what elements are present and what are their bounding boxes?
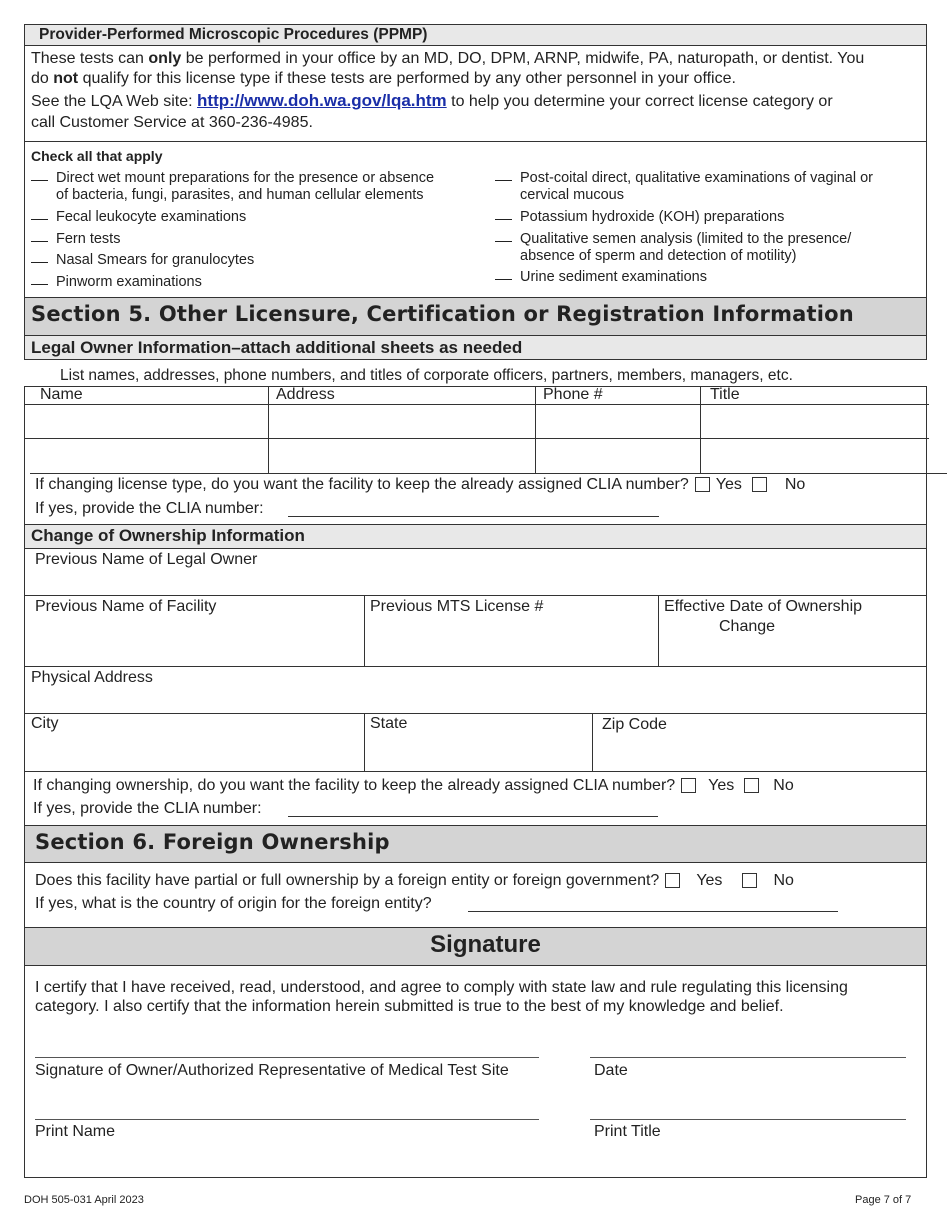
physical-address-label: Physical Address: [31, 669, 153, 686]
print-name-line[interactable]: [35, 1119, 539, 1120]
signature-line[interactable]: [35, 1057, 539, 1058]
ppmp-paragraph-line-4: call Customer Service at 360-236-4985.: [31, 114, 313, 131]
print-title-line[interactable]: [590, 1119, 906, 1120]
state-field[interactable]: [365, 735, 591, 771]
signature-label: Signature of Owner/Authorized Representative of Medical Test Site: [35, 1062, 509, 1079]
signature-title: Signature: [430, 931, 541, 958]
section5-title: Section 5. Other Licensure, Certification or Registration Information: [31, 302, 854, 326]
date-label: Date: [594, 1062, 628, 1079]
physical-address-field[interactable]: [24, 666, 927, 714]
prev-mts-field[interactable]: [365, 618, 657, 666]
eff-date-label-2: Change: [719, 618, 776, 635]
clia-number-field[interactable]: [288, 502, 659, 517]
col-title-header: Title: [710, 386, 740, 403]
checklist-left-item-1[interactable]: Direct wet mount preparations for the presence or absence of bacteria, fungi, parasites, and human cellular elements: [31, 170, 434, 204]
checklist-left-item-4[interactable]: Nasal Smears for granulocytes: [31, 252, 254, 269]
col-phone-header: Phone #: [543, 386, 603, 403]
legal-owner-title: Legal Owner Information–attach additional sheets as needed: [31, 338, 523, 357]
lqa-website-link[interactable]: http://www.doh.wa.gov/lqa.htm: [197, 91, 447, 110]
ownership-clia-provide-row: If yes, provide the CLIA number:: [33, 800, 262, 817]
owner-row-2[interactable]: [25, 439, 925, 472]
ownership-clia-question-row: If changing ownership, do you want the facility to keep the already assigned CLIA number? Yes No: [33, 777, 794, 794]
check-all-title: Check all that apply: [31, 148, 163, 164]
date-line[interactable]: [590, 1057, 906, 1058]
prev-mts-label: Previous MTS License #: [370, 598, 544, 615]
checklist-left-item-3[interactable]: Fern tests: [31, 231, 120, 248]
print-title-label: Print Title: [594, 1123, 661, 1140]
col-name-header: Name: [40, 386, 83, 403]
checklist-right-item-4[interactable]: Urine sediment examinations: [495, 269, 707, 286]
foreign-ownership-question-row: Does this facility have partial or full ownership by a foreign entity or foreign government? Yes No: [35, 872, 794, 889]
eff-date-label-1: Effective Date of Ownership: [664, 598, 863, 615]
legal-owner-instructions: List names, addresses, phone numbers, and titles of corporate officers, partners, members, managers, etc.: [60, 367, 793, 384]
ppmp-paragraph-line-2: do not qualify for this license type if these tests are performed by any other personnel in your office.: [31, 70, 736, 87]
checklist-right-item-3[interactable]: Qualitative semen analysis (limited to the presence/ absence of sperm and detection of motility): [495, 231, 851, 265]
page-number: Page 7 of 7: [855, 1194, 912, 1206]
certification-line-2: category. I also certify that the information herein submitted is true to the best of my knowledge and belief.: [35, 998, 784, 1015]
form-id: DOH 505-031 April 2023: [24, 1194, 144, 1206]
checklist-right-item-1[interactable]: Post-coital direct, qualitative examinations of vaginal or cervical mucous: [495, 170, 873, 204]
ppmp-title: Provider-Performed Microscopic Procedures (PPMP): [39, 26, 428, 43]
certification-line-1: I certify that I have received, read, understood, and agree to comply with state law and rule regulating this licensing: [35, 979, 848, 996]
prev-owner-label: Previous Name of Legal Owner: [35, 551, 258, 568]
foreign-country-field[interactable]: [468, 897, 838, 912]
clia-provide-row: If yes, provide the CLIA number:: [35, 500, 264, 517]
ownership-clia-yes-checkbox[interactable]: [681, 778, 696, 793]
foreign-yes-checkbox[interactable]: [665, 873, 680, 888]
col-address-header: Address: [276, 386, 335, 403]
clia-yes-checkbox[interactable]: [695, 477, 710, 492]
change-ownership-title: Change of Ownership Information: [31, 526, 305, 545]
checklist-left-item-5[interactable]: Pinworm examinations: [31, 274, 202, 291]
zip-field[interactable]: [593, 735, 925, 771]
clia-keep-question-row: If changing license type, do you want the facility to keep the already assigned CLIA number? Yes No: [35, 476, 806, 493]
city-field[interactable]: [25, 735, 363, 771]
city-label: City: [31, 715, 59, 732]
print-name-label: Print Name: [35, 1123, 116, 1140]
prev-facility-field[interactable]: [25, 618, 363, 666]
ppmp-paragraph-line-3: See the LQA Web site: http://www.doh.wa.gov/lqa.htm to help you determine your correct license category or: [31, 91, 833, 110]
owner-row-1[interactable]: [25, 405, 925, 437]
state-label: State: [370, 715, 408, 732]
checklist-right-item-2[interactable]: Potassium hydroxide (KOH) preparations: [495, 209, 784, 226]
clia-no-checkbox[interactable]: [752, 477, 767, 492]
checklist-left-item-2[interactable]: Fecal leukocyte examinations: [31, 209, 246, 226]
foreign-country-row: If yes, what is the country of origin for the foreign entity?: [35, 895, 432, 912]
ownership-clia-no-checkbox[interactable]: [744, 778, 759, 793]
ownership-clia-number-field[interactable]: [288, 802, 658, 817]
section6-title: Section 6. Foreign Ownership: [35, 830, 390, 854]
zip-label: Zip Code: [602, 716, 667, 733]
eff-date-field[interactable]: [659, 638, 925, 666]
foreign-no-checkbox[interactable]: [742, 873, 757, 888]
ppmp-paragraph-line-1: These tests can only be performed in your office by an MD, DO, DPM, ARNP, midwife, PA, naturopath, or dentist. You: [31, 50, 865, 67]
prev-facility-label: Previous Name of Facility: [35, 598, 217, 615]
